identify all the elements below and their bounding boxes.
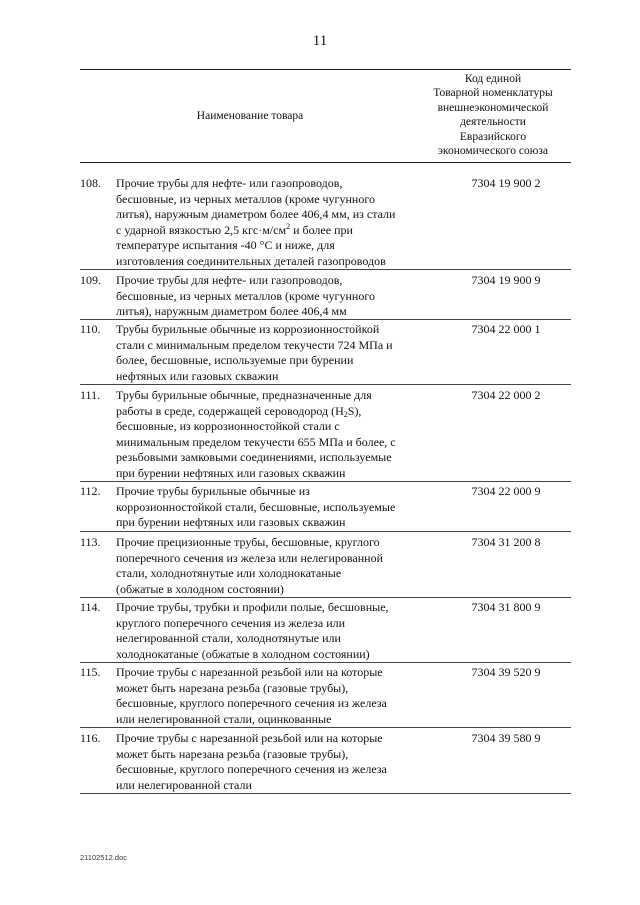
description-line-tail: и более при xyxy=(290,222,353,237)
description-line: нефтяных или газовых скважин xyxy=(116,368,279,383)
column-header-code-line: Код единой xyxy=(464,73,522,85)
description-line: резьбовыми замковыми соединениями, используемые xyxy=(116,450,392,464)
description-line: холоднокатаные (обжатые в холодном состоянии) xyxy=(116,646,370,661)
description-line: или нелегированной стали, оцинкованные xyxy=(116,711,332,726)
item-code: 7304 39 520 9 xyxy=(471,665,541,679)
row-divider xyxy=(80,481,571,482)
description-line: бесшовные, из коррозионностойкой стали с xyxy=(116,419,340,433)
description-line: бесшовные, из черных металлов (кроме чугунного xyxy=(116,288,375,303)
description-line: температуре испытания -40 °С и ниже, для xyxy=(116,238,335,252)
description-line: нелегированной стали, холоднотянутые или xyxy=(116,631,341,645)
description-line: стали, холоднотянутые или холоднокатаные xyxy=(116,566,342,580)
description-line: бесшовные, круглого поперечного сечения из железа xyxy=(116,696,387,710)
row-divider xyxy=(80,384,571,385)
description-line: изготовления соединительных деталей газопроводов xyxy=(116,253,386,268)
item-number: 116. xyxy=(80,731,101,745)
item-code: 7304 19 900 2 xyxy=(471,176,541,190)
description-line: Прочие трубы для нефте- или газопроводов, xyxy=(116,176,343,190)
description-line-text: работы в среде, содержащей сероводород (H xyxy=(116,403,344,418)
description-line: круглого поперечного сечения из железа или xyxy=(116,615,346,630)
superscript: 2 xyxy=(286,221,291,231)
description-line-text: с ударной вязкостью 2,5 кгс·м/см xyxy=(116,222,287,237)
column-header-code-line: Евразийского xyxy=(459,130,527,143)
description-line: Прочие трубы с нарезанной резьбой или на которые xyxy=(116,731,383,745)
description-line: Прочие прецизионные трубы, бесшовные, круглого xyxy=(116,535,380,549)
item-description xyxy=(116,600,416,662)
description-line: Прочие трубы с нарезанной резьбой или на которые xyxy=(116,665,383,679)
description-line: стали с минимальным пределом текучести 724 МПа и xyxy=(116,337,393,352)
item-description xyxy=(116,176,416,269)
column-header-code-line: Товарной номенклатуры xyxy=(433,87,553,100)
item-code: 7304 31 200 8 xyxy=(471,535,541,549)
description-line-tail: S), xyxy=(347,403,362,418)
item-number: 113. xyxy=(80,535,101,549)
item-number: 110. xyxy=(80,322,101,336)
description-line: литья), наружным диаметром более 406,4 мм, из стали xyxy=(116,207,396,221)
item-code: 7304 22 000 2 xyxy=(471,388,541,402)
page-number: 11 xyxy=(312,33,328,49)
item-code: 7304 22 000 9 xyxy=(471,484,541,498)
item-number: 114. xyxy=(80,600,101,614)
description-line: Прочие трубы для нефте- или газопроводов, xyxy=(116,273,343,287)
description-line: Прочие трубы, трубки и профили полые, бесшовные, xyxy=(116,600,389,614)
description-line: при бурении нефтяных или газовых скважин xyxy=(116,465,346,480)
item-description xyxy=(116,273,416,320)
row-divider xyxy=(80,531,571,532)
item-number: 112. xyxy=(80,484,101,498)
description-line: (обжатые в холодном состоянии) xyxy=(116,581,284,596)
description-line: или нелегированной стали xyxy=(116,777,252,792)
row-divider xyxy=(80,727,571,728)
column-header-code xyxy=(418,72,568,158)
row-divider xyxy=(80,319,571,320)
column-header-code-line: деятельности xyxy=(460,116,526,129)
item-description xyxy=(116,388,416,481)
subscript: 2 xyxy=(343,409,348,419)
item-number: 108. xyxy=(80,176,101,190)
item-number: 115. xyxy=(80,665,101,679)
item-number: 111. xyxy=(80,388,101,402)
item-description xyxy=(116,484,416,531)
description-line: минимальным пределом текучести 655 МПа и более, с xyxy=(116,434,396,449)
item-code: 7304 31 800 9 xyxy=(471,600,541,614)
document-filename: 21102512.doc xyxy=(80,853,127,862)
description-line: коррозионностойкой стали, бесшовные, используемые xyxy=(116,499,396,514)
table-header xyxy=(80,69,571,163)
item-code: 7304 39 580 9 xyxy=(471,731,541,745)
column-header-name: Наименование товара xyxy=(196,110,304,122)
description-line: может быть нарезана резьба (газовые трубы), xyxy=(116,680,349,695)
column-header-code-line: внешнеэкономической xyxy=(437,101,549,114)
description-line xyxy=(116,404,416,420)
item-code: 7304 19 900 9 xyxy=(471,273,541,287)
description-line: при бурении нефтяных или газовых скважин xyxy=(116,515,346,529)
description-line: литья), наружным диаметром более 406,4 мм xyxy=(116,304,347,318)
row-divider xyxy=(80,662,571,663)
item-description xyxy=(116,322,416,384)
item-description xyxy=(116,665,416,727)
description-line: может быть нарезана резьба (газовые трубы), xyxy=(116,746,349,761)
item-code: 7304 22 000 1 xyxy=(471,322,541,336)
description-line: поперечного сечения из железа или нелегированной xyxy=(116,550,383,565)
description-line: Прочие трубы бурильные обычные из xyxy=(116,484,310,498)
description-line: бесшовные, из черных металлов (кроме чугунного xyxy=(116,191,375,206)
item-number: 109. xyxy=(80,273,101,287)
column-header-code-line: экономического союза xyxy=(438,145,548,158)
description-line: бесшовные, круглого поперечного сечения из железа xyxy=(116,762,387,776)
row-divider xyxy=(80,597,571,598)
description-line: более, бесшовные, используемые при бурении xyxy=(116,353,354,367)
item-description xyxy=(116,535,416,597)
row-divider xyxy=(80,793,571,794)
item-description xyxy=(116,731,416,793)
description-line xyxy=(116,223,416,239)
description-line: Трубы бурильные обычные, предназначенные для xyxy=(116,388,372,402)
description-line: Трубы бурильные обычные из коррозионностойкой xyxy=(116,322,380,336)
row-divider xyxy=(80,269,571,270)
